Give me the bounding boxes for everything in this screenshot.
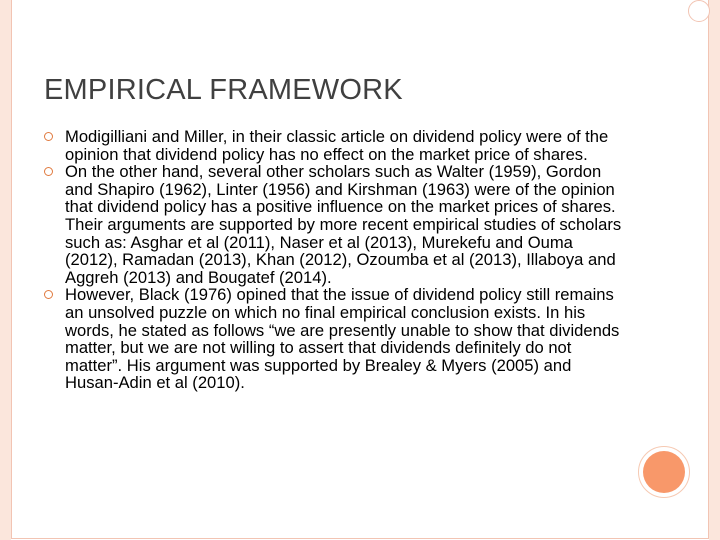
circle-bullet-icon (44, 167, 53, 176)
bullet-item-modigliani-miller (44, 128, 624, 163)
bullet-list (44, 128, 624, 392)
circle-bullet-icon (44, 132, 53, 141)
right-border-stripe (709, 0, 720, 540)
circle-bullet-icon (44, 290, 53, 299)
corner-decoration-icon (688, 0, 710, 22)
bullet-text: On the other hand, several other scholars such as Walter (1959), Gordon and Shapiro (1962), Linter (1956) and Kirshman (1963) were of the opinion that dividend policy has a positive influence on the market prices of shares. Their arguments are supported by more recent empirical studies of scholars such as: Asghar et al (2011), Naser et al (2013), Murekefu and Ouma (2012), Ramadan (2013), Khan (2012), Ozoumba et al (2013), Illaboya and Aggreh (2013) and Bougatef (2014). (65, 162, 622, 287)
bullet-item-black-1976 (44, 286, 624, 392)
bullet-item-other-scholars (44, 163, 624, 286)
bullet-text: Modigilliani and Miller, in their classic article on dividend policy were of the opinion that dividend policy has no effect on the market price of shares. (65, 127, 609, 164)
bullet-text: However, Black (1976) opined that the issue of dividend policy still remains an unsolved puzzle on which no final empirical conclusion exists. In his words, he stated as follows “we are presently unable to show that dividends matter, but we are not willing to assert that dividends definitely do not matter”. His argument was supported by Brealey & Myers (2005) and Husan-Adin et al (2010). (65, 285, 620, 393)
accent-circle-icon (643, 451, 685, 493)
slide-title: EMPIRICAL FRAMEWORK (44, 74, 403, 106)
left-border-stripe (0, 0, 11, 540)
